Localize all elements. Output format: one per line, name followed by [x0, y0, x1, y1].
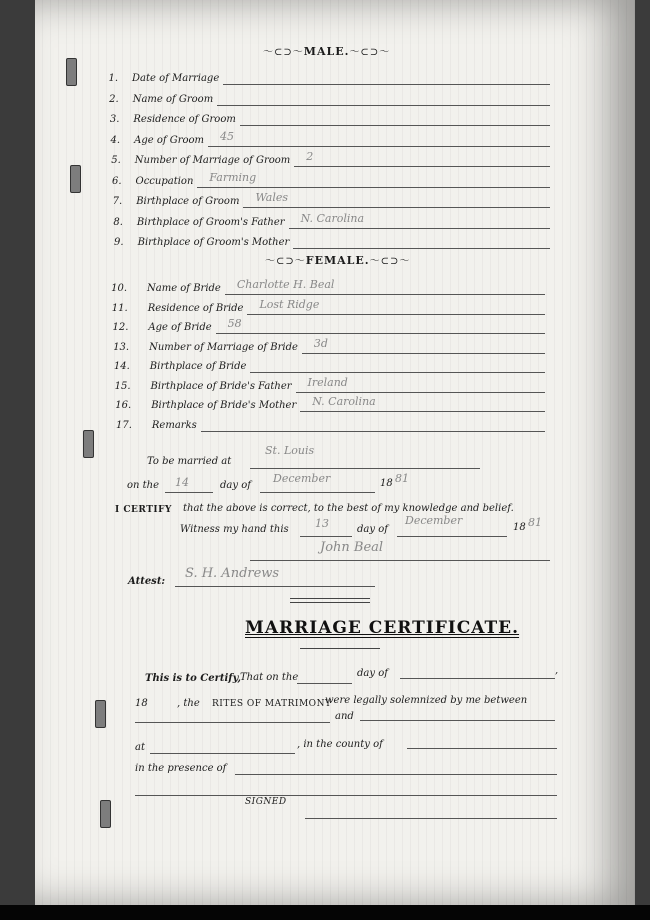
field-label: Birthplace of Groom's Mother: [137, 237, 290, 248]
divider-rule: [300, 648, 380, 649]
handwritten-value: Farming: [209, 170, 257, 184]
certify-text: that the above is correct, to the best of my knowledge and belief.: [183, 503, 514, 514]
male-row: [35, 191, 635, 212]
cert-the-label: , the: [177, 698, 200, 709]
certificate-title: MARRIAGE CERTIFICATE.: [245, 618, 520, 638]
field-rule: [201, 431, 545, 432]
field-rule: [302, 353, 545, 354]
handwritten-value: 58: [227, 317, 242, 330]
male-heading: 〜⊂⊃〜MALE.〜⊂⊃〜: [263, 45, 391, 58]
field-number: 3.: [109, 114, 120, 125]
witness-label: Witness my hand this: [180, 524, 289, 535]
field-label: Occupation: [135, 175, 194, 187]
witness-year-prefix: 18: [513, 522, 526, 533]
male-row: [35, 129, 635, 151]
day-rule: [165, 492, 213, 493]
marriage-month-value: December: [273, 472, 331, 485]
field-label: Birthplace of Groom: [136, 196, 240, 207]
male-row: [35, 114, 635, 130]
marriage-day-value: 14: [175, 476, 189, 489]
field-number: 14.: [113, 361, 130, 372]
handwritten-value: N. Carolina: [300, 211, 365, 225]
female-row: [35, 395, 635, 416]
field-label: Birthplace of Bride's Mother: [151, 400, 297, 411]
field-rule: [247, 314, 545, 315]
cert-party2-rule: [360, 720, 555, 721]
month-rule: [260, 492, 375, 493]
binding-hole: [100, 800, 111, 828]
signature-value: John Beal: [320, 540, 384, 555]
female-row: [35, 278, 635, 299]
male-row: [35, 73, 635, 89]
field-rule: [294, 166, 550, 167]
place-rule: [250, 468, 480, 469]
field-number: 11.: [111, 302, 128, 314]
field-label: Number of Marriage of Groom: [134, 155, 291, 166]
cert-presence-rule-2: [135, 795, 557, 796]
field-rule: [240, 125, 550, 126]
cert-solemnized-label: were legally solemnized by me between: [325, 695, 528, 706]
scan-edge: [0, 905, 650, 920]
cert-day-of-label: day of: [357, 668, 388, 679]
field-rule: [223, 84, 550, 85]
field-number: 2.: [109, 93, 119, 105]
male-row: [35, 237, 635, 253]
handwritten-value: N. Carolina: [312, 395, 376, 408]
field-rule: [208, 146, 550, 147]
field-rule: [296, 392, 545, 393]
male-row: [35, 211, 635, 233]
field-number: 17.: [115, 419, 132, 431]
witness-year-suffix-value: 81: [528, 516, 542, 529]
field-rule: [217, 105, 550, 106]
field-number: 15.: [114, 380, 131, 392]
witness-day-of-label: day of: [357, 524, 388, 535]
divider-rule: [290, 598, 370, 599]
cert-rites-caps: RITES OF MATRIMONY: [212, 699, 332, 709]
witness-day-value: 13: [315, 517, 329, 530]
signed-rule: [305, 818, 557, 819]
field-rule: [289, 228, 550, 229]
cert-county-label: , in the county of: [297, 739, 383, 750]
field-label: Remarks: [151, 419, 197, 431]
field-rule: [293, 248, 550, 249]
handwritten-value: Charlotte H. Beal: [236, 278, 335, 291]
witness-month-rule: [397, 536, 507, 537]
attest-value: S. H. Andrews: [185, 566, 280, 581]
binding-hole: [95, 700, 106, 728]
cert-day-rule: [297, 683, 352, 684]
cert-that-on-label: That on the: [240, 672, 299, 683]
attest-label: Attest:: [128, 576, 166, 587]
day-of-label: day of: [220, 480, 251, 491]
cert-month-rule: [400, 678, 555, 679]
handwritten-value: Wales: [255, 191, 289, 204]
male-row: [35, 150, 635, 171]
year-prefix: 18: [380, 478, 393, 489]
field-number: 6.: [111, 175, 122, 187]
handwritten-value: 3d: [313, 336, 328, 350]
female-row: [35, 420, 635, 436]
field-label: Date of Marriage: [132, 73, 220, 84]
year-suffix-value: 81: [395, 472, 409, 485]
cert-presence-rule: [235, 774, 557, 775]
field-label: Residence of Groom: [133, 114, 236, 125]
field-label: Number of Marriage of Bride: [149, 341, 298, 353]
female-heading: 〜⊂⊃〜FEMALE.〜⊂⊃〜: [265, 254, 411, 267]
divider-rule: [290, 602, 370, 603]
field-number: 10.: [111, 283, 127, 294]
cert-comma: ,: [555, 665, 559, 676]
field-label: Birthplace of Groom's Father: [136, 216, 285, 228]
signed-label: SIGNED: [245, 797, 287, 807]
certify-caps: I CERTIFY: [115, 505, 172, 515]
cert-year-prefix: 18: [135, 698, 148, 709]
field-number: 8.: [113, 216, 123, 228]
witness-day-rule: [300, 536, 352, 537]
handwritten-value: 45: [220, 129, 235, 143]
field-label: Birthplace of Bride: [149, 361, 247, 372]
witness-month-value: December: [405, 514, 463, 527]
signature-rule: [250, 560, 550, 561]
field-rule: [216, 333, 545, 334]
field-number: 9.: [114, 237, 124, 248]
field-label: Name of Bride: [147, 283, 221, 294]
cert-party1-rule: [135, 722, 330, 723]
handwritten-value: Lost Ridge: [259, 297, 320, 311]
field-rule: [300, 411, 545, 412]
handwritten-value: Ireland: [307, 375, 348, 389]
field-number: 13.: [113, 341, 130, 353]
field-label: Age of Bride: [148, 322, 212, 333]
cert-place-rule: [150, 753, 295, 754]
field-number: 5.: [111, 155, 121, 166]
field-label: Residence of Bride: [147, 302, 244, 314]
field-number: 7.: [112, 196, 123, 207]
male-row: [35, 170, 635, 192]
field-label: Birthplace of Bride's Father: [150, 380, 292, 392]
document-page: [35, 0, 635, 905]
female-row: [35, 297, 635, 319]
cert-certify-label: This is to Certify,: [145, 673, 241, 684]
to-be-married-label: To be married at: [147, 456, 232, 467]
marriage-place-value: St. Louis: [265, 444, 315, 457]
field-label: Name of Groom: [132, 93, 214, 105]
field-rule: [250, 372, 545, 373]
male-row: [35, 94, 635, 110]
field-label: Age of Groom: [134, 134, 205, 146]
handwritten-value: 2: [306, 150, 314, 163]
field-number: 1.: [108, 73, 118, 84]
field-rule: [197, 187, 550, 188]
cert-presence-label: in the presence of: [135, 763, 227, 774]
field-number: 16.: [115, 400, 132, 411]
cert-and-label: and: [335, 711, 354, 722]
field-rule: [243, 207, 550, 208]
field-number: 4.: [110, 134, 121, 146]
female-row: [35, 336, 635, 358]
field-rule: [225, 294, 545, 295]
attest-rule: [175, 586, 375, 587]
cert-county-rule: [407, 748, 557, 749]
on-the-label: on the: [127, 480, 160, 491]
field-number: 12.: [112, 322, 129, 333]
cert-at-label: at: [135, 742, 145, 753]
female-row: [35, 317, 635, 338]
